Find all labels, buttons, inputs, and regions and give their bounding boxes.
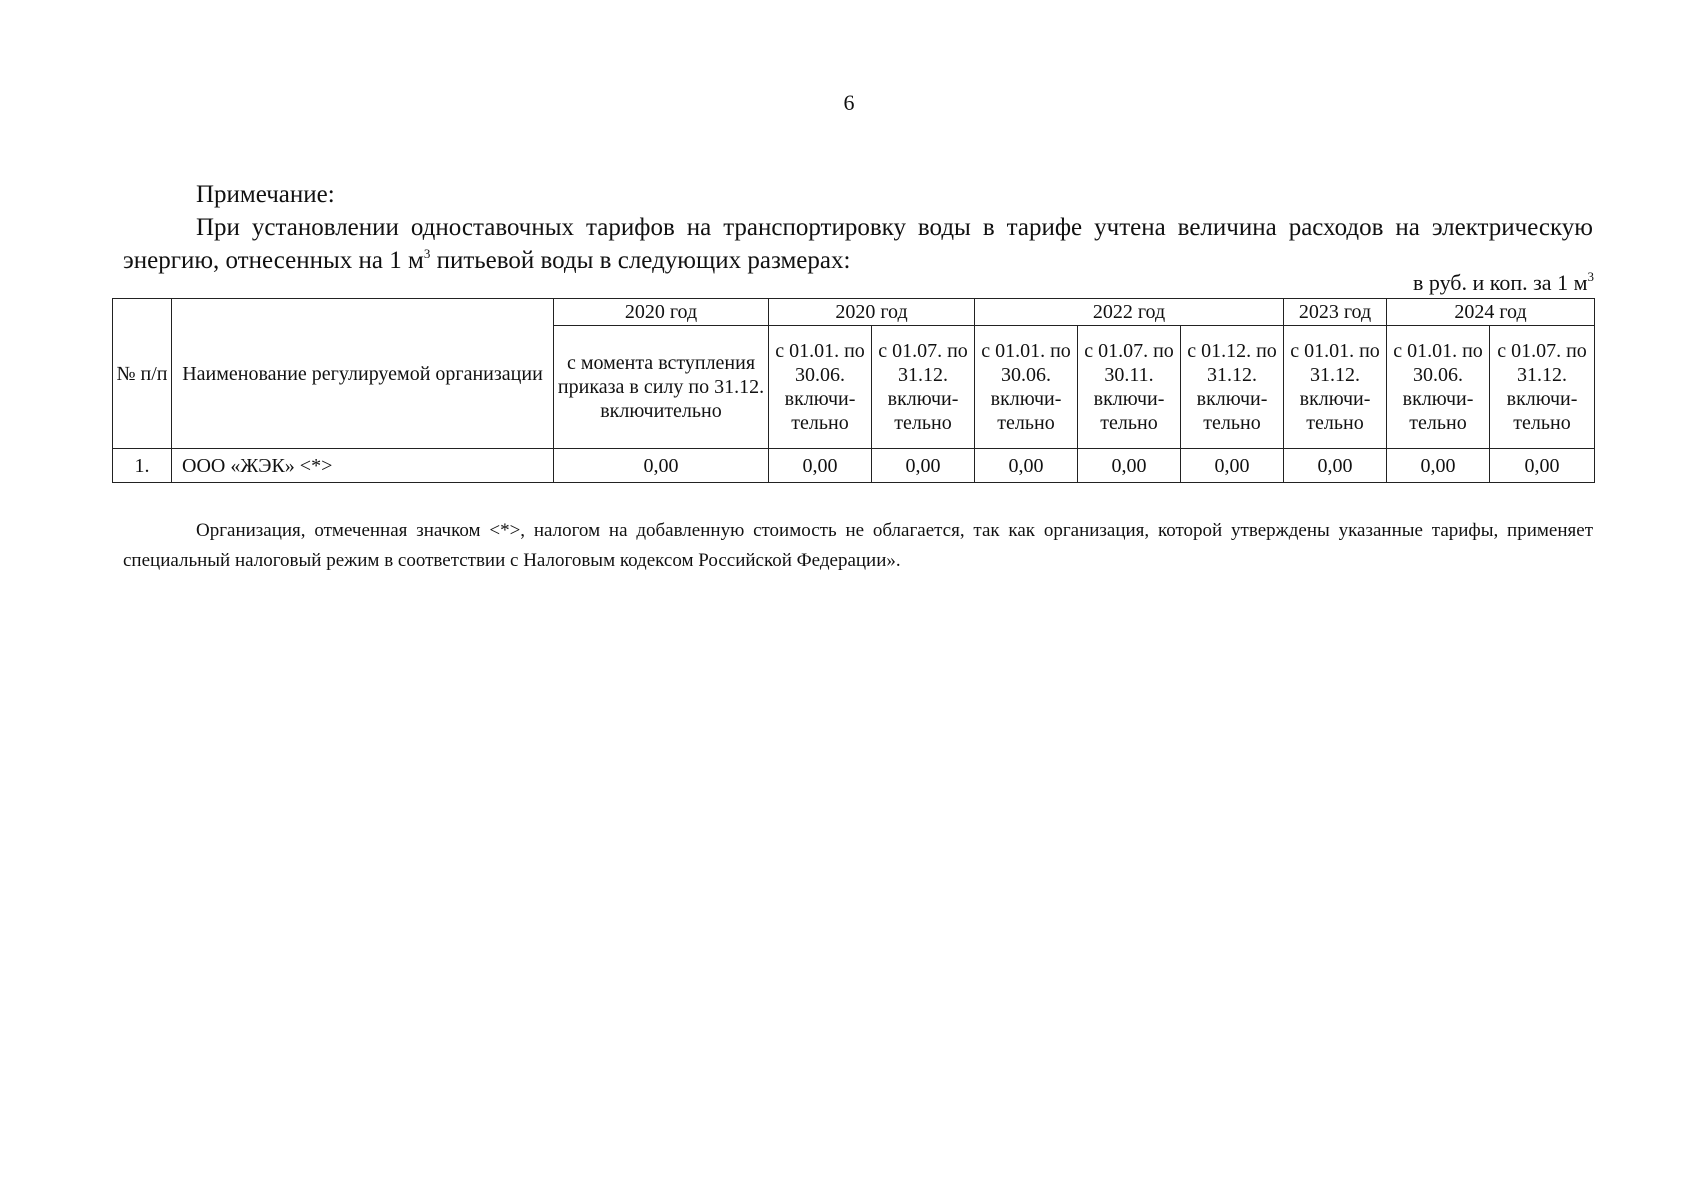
row-value: 0,00 — [1387, 449, 1490, 483]
header-period: с 01.01. по 30.06. включи-тельно — [1387, 326, 1490, 449]
footnote: Организация, отмеченная значком <*>, налогом на добавленную стоимость не облагается, так как организация, которой утверждены указанные тарифы, применяет специальный налоговый режим в соответствии с Налоговым кодексом Российской Федерации». — [123, 520, 1593, 571]
units-sup: 3 — [1587, 268, 1594, 284]
header-period: с 01.12. по 31.12. включи-тельно — [1181, 326, 1284, 449]
header-num: № п/п — [113, 299, 172, 449]
row-value: 0,00 — [1181, 449, 1284, 483]
header-period: с 01.07. по 31.12. включи-тельно — [1490, 326, 1595, 449]
table-row — [113, 449, 1595, 483]
units-label — [1413, 270, 1594, 296]
header-org: Наименование регулируемой организации — [172, 299, 554, 449]
row-value: 0,00 — [554, 449, 769, 483]
row-value: 0,00 — [1284, 449, 1387, 483]
header-period: с момента вступления приказа в силу по 31.12. включительно — [554, 326, 769, 449]
header-period: с 01.07. по 31.12. включи-тельно — [872, 326, 975, 449]
row-value: 0,00 — [975, 449, 1078, 483]
header-period: с 01.01. по 31.12. включи-тельно — [1284, 326, 1387, 449]
header-year: 2020 год — [769, 299, 975, 326]
header-year: 2024 год — [1387, 299, 1595, 326]
units-text: в руб. и коп. за 1 м — [1413, 270, 1588, 295]
row-value: 0,00 — [1490, 449, 1595, 483]
row-value: 0,00 — [1078, 449, 1181, 483]
row-num: 1. — [113, 449, 172, 483]
note-text — [123, 211, 1593, 277]
note-text-tail: питьевой воды в следующих размерах: — [430, 247, 851, 274]
header-period: с 01.07. по 30.11. включи-тельно — [1078, 326, 1181, 449]
header-period: с 01.01. по 30.06. включи-тельно — [975, 326, 1078, 449]
header-year: 2020 год — [554, 299, 769, 326]
header-year: 2023 год — [1284, 299, 1387, 326]
row-value: 0,00 — [872, 449, 975, 483]
header-period: с 01.01. по 30.06. включи-тельно — [769, 326, 872, 449]
row-value: 0,00 — [769, 449, 872, 483]
note-heading: Примечание: — [196, 181, 335, 208]
note-block — [123, 178, 1593, 277]
note-text-sup: 3 — [423, 245, 431, 261]
header-year: 2022 год — [975, 299, 1284, 326]
tariff-table — [112, 298, 1595, 483]
note-text-main: При установлении одноставочных тарифов на транспортировку воды в тарифе учтена величина расходов на электрическую энергию, отнесенных на 1 м — [123, 214, 1593, 274]
row-org: ООО «ЖЭК» <*> — [172, 449, 554, 483]
page-number: 6 — [843, 90, 855, 115]
